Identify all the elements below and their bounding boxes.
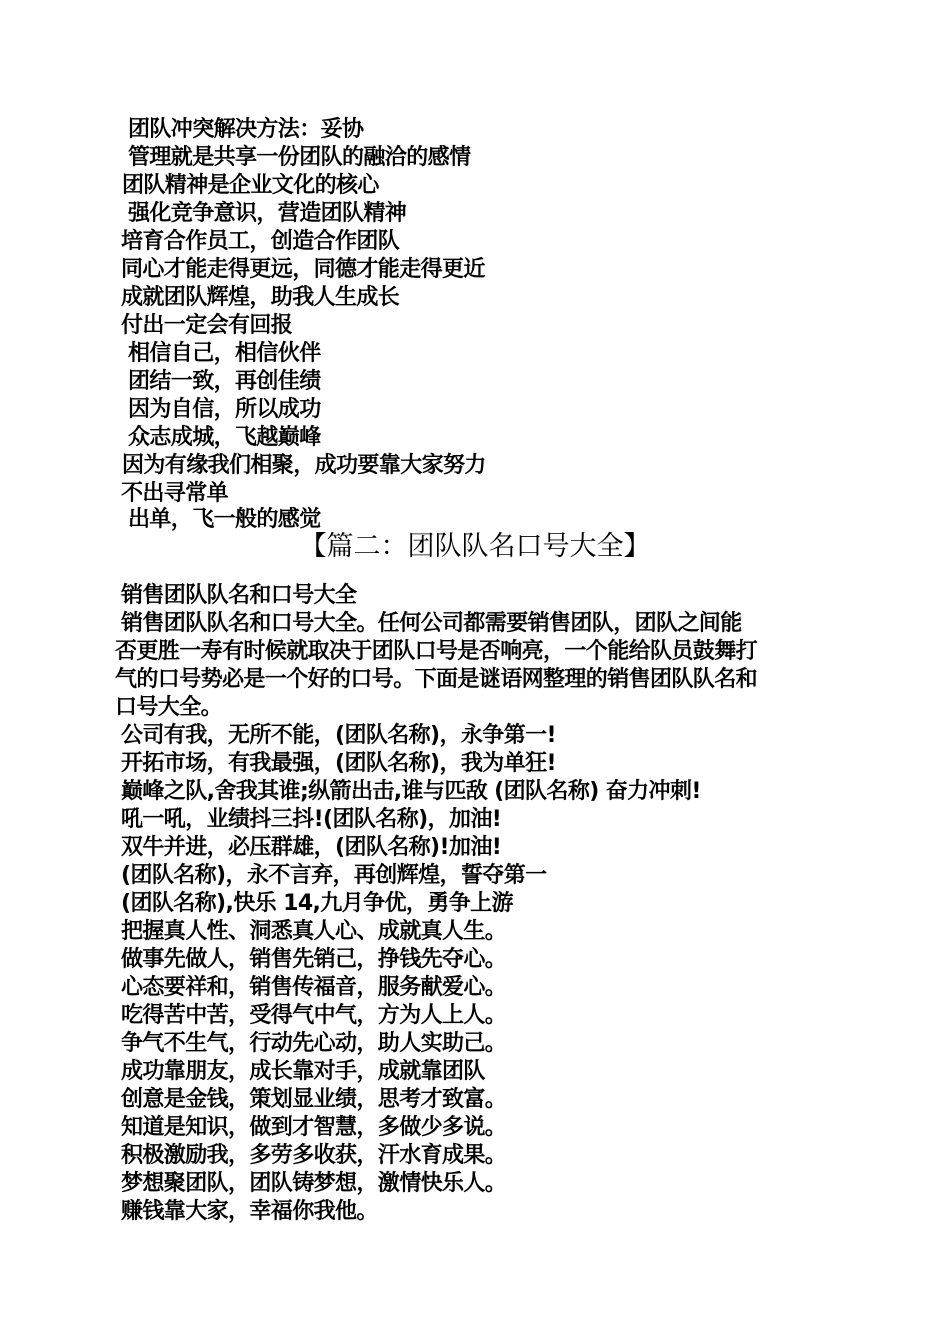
top-line-3: 团队精神是企业文化的核心 bbox=[122, 173, 379, 198]
slogan-10: 心态要祥和，销售传福音，服务献爱心。 bbox=[121, 975, 507, 1000]
top-line-1: 团队冲突解决方法：妥协 bbox=[128, 117, 364, 142]
top-line-13: 因为有缘我们相聚，成功要靠大家努力 bbox=[122, 453, 486, 478]
top-line-12: 众志成城，飞越巅峰 bbox=[128, 425, 321, 450]
section-heading: 【篇二：团队队名口号大全】 bbox=[299, 531, 651, 562]
slogan-6: (团队名称)，永不言弃，再创辉煌，誓夺第一 bbox=[121, 863, 547, 888]
article-title: 销售团队队名和口号大全 bbox=[121, 583, 357, 608]
slogan-7: (团队名称),快乐 14,九月争优，勇争上游 bbox=[121, 891, 513, 916]
top-line-7: 成就团队辉煌，助我人生成长 bbox=[121, 285, 400, 310]
top-line-4: 强化竞争意识，营造团队精神 bbox=[128, 201, 407, 226]
top-line-14: 不出寻常单 bbox=[121, 481, 229, 506]
slogan-4: 吼一吼，业绩抖三抖!(团队名称)，加油! bbox=[121, 807, 502, 832]
slogan-3: 巅峰之队,舍我其谁;纵箭出击,谁与匹敌 (团队名称) 奋力冲刺! bbox=[121, 779, 701, 804]
slogan-1: 公司有我，无所不能，(团队名称)，永争第一! bbox=[121, 723, 556, 748]
slogan-12: 争气不生气，行动先心动，助人实助己。 bbox=[121, 1031, 507, 1056]
top-line-15: 出单，飞一般的感觉 bbox=[128, 507, 321, 532]
top-line-6: 同心才能走得更远，同德才能走得更近 bbox=[121, 257, 485, 282]
top-line-10: 团结一致，再创佳绩 bbox=[128, 369, 321, 394]
slogan-9: 做事先做人，销售先销己，挣钱先夺心。 bbox=[121, 947, 507, 972]
paragraph-line-4: 口号大全。 bbox=[115, 695, 223, 720]
slogan-16: 积极激励我，多劳多收获，汗水育成果。 bbox=[121, 1143, 507, 1168]
slogan-15: 知道是知识，做到才智慧，多做少多说。 bbox=[121, 1115, 507, 1140]
paragraph-line-2: 否更胜一寿有时候就取决于团队口号是否响亮，一个能给队员鼓舞打 bbox=[115, 639, 758, 664]
slogan-2: 开拓市场，有我最强，(团队名称)，我为单狂! bbox=[121, 751, 556, 776]
top-line-8: 付出一定会有回报 bbox=[121, 313, 293, 338]
slogan-18: 赚钱靠大家，幸福你我他。 bbox=[121, 1199, 378, 1224]
top-line-5: 培育合作员工，创造合作团队 bbox=[121, 229, 400, 254]
paragraph-line-3: 气的口号势必是一个好的口号。下面是谜语网整理的销售团队队名和 bbox=[115, 667, 758, 692]
slogan-17: 梦想聚团队，团队铸梦想，激情快乐人。 bbox=[121, 1171, 507, 1196]
slogan-13: 成功靠朋友，成长靠对手，成就靠团队 bbox=[121, 1059, 485, 1084]
top-line-9: 相信自己，相信伙伴 bbox=[128, 341, 321, 366]
paragraph-line-1: 销售团队队名和口号大全。任何公司都需要销售团队，团队之间能 bbox=[121, 611, 742, 636]
slogan-8: 把握真人性、洞悉真人心、成就真人生。 bbox=[121, 919, 507, 944]
slogan-5: 双牛并进，必压群雄，(团队名称)!加油! bbox=[121, 835, 502, 860]
slogan-14: 创意是金钱，策划显业绩，思考才致富。 bbox=[121, 1087, 507, 1112]
top-line-11: 因为自信，所以成功 bbox=[128, 397, 321, 422]
top-line-2: 管理就是共享一份团队的融洽的感情 bbox=[128, 145, 471, 170]
slogan-11: 吃得苦中苦，受得气中气，方为人上人。 bbox=[121, 1003, 507, 1028]
